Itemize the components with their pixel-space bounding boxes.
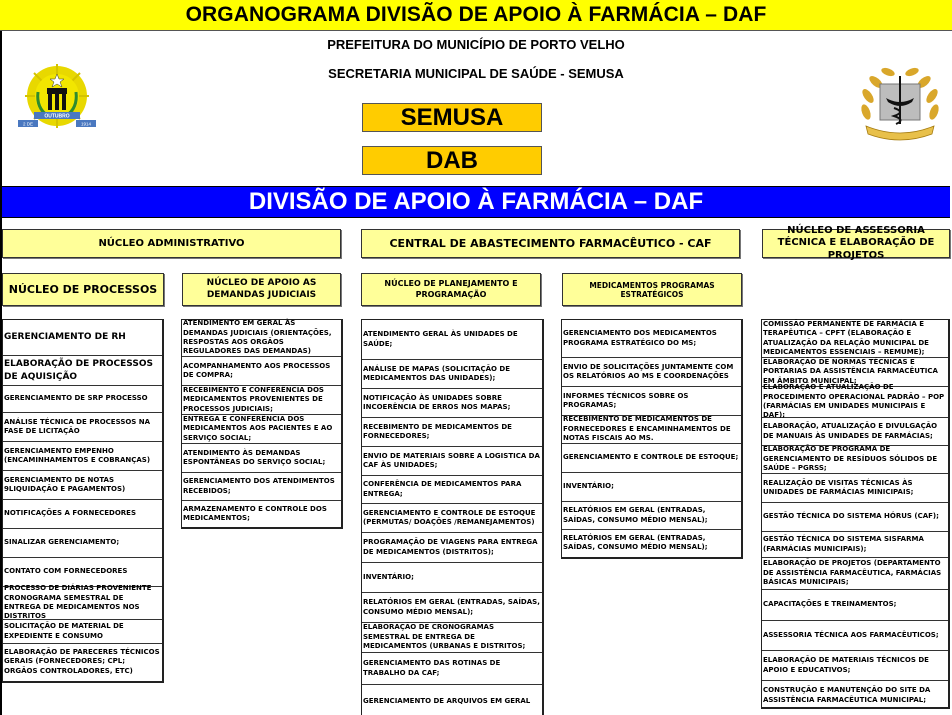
list-item: RELATÓRIOS EM GERAL (ENTRADAS, SAÍDAS, CONSUMO MÉDIO MENSAL);	[562, 502, 741, 530]
list-item: ELABORAÇÃO DE CRONOGRAMAS SEMESTRAL DE ENTREGA DE MEDICAMENTOS (URBANAS E DISTRITOS;	[362, 623, 542, 653]
nucleo-administrativo-box: NÚCLEO ADMINISTRATIVO	[2, 229, 341, 258]
prefeitura-heading: PREFEITURA DO MUNICÍPIO DE PORTO VELHO	[327, 37, 625, 52]
list-item: GESTÃO TÉCNICA DO SISTEMA HÓRUS (CAF);	[762, 503, 948, 532]
porto-velho-coat-of-arms-icon	[12, 62, 102, 134]
pharmacy-laurel-emblem-icon	[856, 62, 944, 148]
nucleo-assessoria-box: NÚCLEO DE ASSESSORIA TÉCNICA E ELABORAÇÃO DE PROJETOS	[762, 229, 950, 258]
list-item: GERENCIAMENTO DOS ATENDIMENTOS RECEBIDOS;	[182, 473, 341, 501]
list-item: CAPACITAÇÕES E TREINAMENTOS;	[762, 590, 948, 621]
list-item: GESTÃO TÉCNICA DO SISTEMA SISFARMA (FARMÁCIAS MUNICIPAIS);	[762, 532, 948, 558]
dab-box: DAB	[362, 146, 542, 175]
planejamento-task-list	[361, 319, 544, 715]
list-item: ANÁLISE TÉCNICA DE PROCESSOS NA FASE DE LICITAÇÃO	[3, 413, 162, 442]
list-item: ELABORAÇÃO DE PROGRAMA DE GERENCIAMENTO DE RESÍDUOS SÓLIDOS DE SAÚDE – PGRSS;	[762, 446, 948, 474]
list-item: SOLICITAÇÃO DE MATERIAL DE EXPEDIENTE E CONSUMO	[3, 620, 162, 644]
caf-box: CENTRAL DE ABASTECIMENTO FARMACÊUTICO - CAF	[361, 229, 740, 258]
svg-text:OUTUBRO: OUTUBRO	[44, 113, 70, 120]
list-item: GERENCIAMENTO DOS MEDICAMENTOS PROGRAMA ESTRATÉGICO DO MS;	[562, 320, 741, 358]
list-item: ENVIO DE MATERIAIS SOBRE A LOGISTICA DA CAF ÀS UNIDADES;	[362, 447, 542, 476]
list-item: ELABORAÇÃO DE MATERIAIS TÉCNICOS DE APOIO E EDUCATIVOS;	[762, 651, 948, 681]
list-item: ACOMPANHAMENTO AOS PROCESSOS DE COMPRA;	[182, 357, 341, 386]
list-item: RELATÓRIOS EM GERAL (ENTRADAS, SAÍDAS, CONSUMO MÉDIO MENSAL);	[362, 593, 542, 623]
list-item: PROCESSO DE DIÁRIAS PROVENIENTE CRONOGRAMA SEMESTRAL DE ENTREGA DE MEDICAMENTOS NOS DISTRITOS	[3, 587, 162, 620]
list-item: CONFERÊNCIA DE MEDICAMENTOS PARA ENTREGA;	[362, 476, 542, 504]
nucleo-judiciais-box: NÚCLEO DE APOIO AS DEMANDAS JUDICIAIS	[182, 273, 341, 306]
assessoria-task-list	[761, 319, 950, 709]
division-bar: DIVISÃO DE APOIO À FARMÁCIA – DAF	[2, 186, 950, 218]
list-item: ELABORAÇÃO, ATUALIZAÇÃO E DIVULGAÇÃO DE MANUAIS ÀS UNIDADES DE FARMÁCIAS;	[762, 418, 948, 446]
list-item: ELABORAÇÃO DE PROJETOS (DEPARTAMENTO DE ASSISTÊNCIA FARMACÊUTICA, FARMÁCIAS BÁSICAS MUNICIPAIS;	[762, 558, 948, 590]
svg-text:2 DE: 2 DE	[22, 121, 34, 127]
list-item: ATENDIMENTO ÀS DEMANDAS ESPONTÂNEAS DO SERVIÇO SOCIAL;	[182, 444, 341, 473]
semusa-box: SEMUSA	[362, 103, 542, 132]
list-item: GERENCIAMENTO DE RH	[3, 320, 162, 356]
list-item: GERENCIAMENTO E CONTROLE DE ESTOQUE;	[562, 444, 741, 473]
list-item: CONTATO COM FORNECEDORES	[3, 558, 162, 587]
list-item: ANÁLISE DE MAPAS (SOLICITAÇÃO DE MEDICAMENTOS DAS UNIDADES);	[362, 360, 542, 389]
list-item: SINALIZAR GERENCIAMENTO;	[3, 529, 162, 558]
list-item: ENTREGA E CONFERÊNCIA DOS MEDICAMENTOS AOS PACIENTES E AO SERVIÇO SOCIAL;	[182, 415, 341, 444]
list-item: RELATÓRIOS EM GERAL (ENTRADAS, SAÍDAS, CONSUMO MÉDIO MENSAL);	[563, 533, 708, 551]
list-item: GERENCIAMENTO E CONTROLE DE ESTOQUE (PERMUTAS/ DOAÇÕES /REMANEJAMENTOS)	[362, 504, 542, 533]
page-title: ORGANOGRAMA DIVISÃO DE APOIO À FARMÁCIA – DAF	[0, 0, 952, 31]
list-item: PROGRAMAÇÃO DE VIAGENS PARA ENTREGA DE MEDICAMENTOS (DISTRITOS);	[362, 533, 542, 563]
processos-task-list	[2, 319, 164, 683]
list-item: CONSTRUÇÃO E MANUTENÇÃO DO SITE DA ASSISTÊNCIA FARMACÊUTICA MUNICIPAL;	[763, 686, 931, 704]
list-item: ELABORAÇÃO DE PARECERES TÉCNICOS GERAIS (FORNECEDORES; CPL; ORGÃOS CONTROLADORES, ETC)	[4, 647, 160, 675]
list-item: GERENCIAMENTO DE SRP PROCESSO	[3, 386, 162, 413]
judiciais-task-list	[181, 319, 343, 529]
list-item: GERENCIAMENTO EMPENHO (ENCAMINHAMENTOS E COBRANÇAS)	[3, 442, 162, 471]
nucleo-processos-box: NÚCLEO DE PROCESSOS	[2, 273, 164, 306]
list-item: ENVIO DE SOLICITAÇÕES JUNTAMENTE COM OS RELATÓRIOS AO MS E COORDENAÇÕES	[562, 358, 741, 387]
list-item: GERENCIAMENTO DE ARQUIVOS EM GERAL	[363, 696, 531, 705]
list-item: RECEBIMENTO E CONFERÊNCIA DOS MEDICAMENTOS PROVENIENTES DE PROCESSOS JUDICIAIS;	[182, 386, 341, 415]
list-item: NOTIFICAÇÃO ÀS UNIDADES SOBRE INCOERÊNCIA DE ERROS NOS MAPAS;	[362, 389, 542, 418]
list-item: INVENTÁRIO;	[562, 473, 741, 502]
list-item: COMISSÃO PERMANENTE DE FARMÁCIA E TERAPÊUTICA – CPFT (ELABORAÇÃO E ATUALIZAÇÃO DA RELAÇÃO MUNICIPAL DE MEDICAMENTOS ESSENCIAIS – REMUME);	[762, 320, 948, 358]
list-item: ELABORAÇÃO E ATUALIZAÇÃO DE PROCEDIMENTO OPERACIONAL PADRÃO – POP (FARMÁCIAS EM UNIDADES MUNICIPAIS E DAF);	[762, 387, 948, 418]
list-item: NOTIFICAÇÕES A FORNECEDORES	[3, 500, 162, 529]
estrategicos-task-list	[561, 319, 743, 559]
list-item: ELABORAÇÃO DE NORMAS TÉCNICAS E PORTARIAS DA ASSISTÊNCIA FARMACÊUTICA EM ÂMBITO MUNICIPAL;	[762, 358, 948, 387]
list-item: ARMAZENAMENTO E CONTROLE DOS MEDICAMENTOS;	[183, 504, 327, 522]
list-item: REALIZAÇÃO DE VISITAS TÉCNICAS ÀS UNIDADES DE FARMÁCIAS MINICIPAIS;	[762, 474, 948, 503]
list-item: ASSESSORIA TÉCNICA AOS FARMACÊUTICOS;	[762, 621, 948, 651]
svg-text:1914: 1914	[80, 121, 92, 127]
list-item: RECEBIMENTO DE MEDICAMENTOS DE FORNECEDORES E ENCAMINHAMENTOS DE NOTAS FISCAIS AO MS.	[562, 416, 741, 444]
list-item: GERENCIAMENTO DAS ROTINAS DE TRABALHO DA CAF;	[362, 653, 542, 685]
list-item: GERENCIAMENTO DE NOTAS 9LIQUIDAÇÃO E PAGAMENTOS)	[3, 471, 162, 500]
list-item: ATENDIMENTO GERAL ÀS UNIDADES DE SAÚDE;	[362, 320, 542, 360]
list-item: ATENDIMENTO EM GERAL ÀS DEMANDAS JUDICIAIS (ORIENTAÇÕES, RESPOSTAS AOS ORGÃOS REGULADORES DAS DEMANDAS)	[182, 320, 341, 357]
list-item: ELABORAÇÃO DE PROCESSOS DE AQUISIÇÃO	[3, 356, 162, 386]
secretaria-heading: SECRETARIA MUNICIPAL DE SAÚDE - SEMUSA	[328, 66, 624, 81]
medicamentos-estrategicos-box: MEDICAMENTOS PROGRAMAS ESTRATÉGICOS	[562, 273, 742, 306]
list-item: INVENTÁRIO;	[362, 563, 542, 593]
list-item: RECEBIMENTO DE MEDICAMENTOS DE FORNECEDORES;	[362, 418, 542, 447]
nucleo-planejamento-box: NÚCLEO DE PLANEJAMENTO E PROGRAMAÇÃO	[361, 273, 541, 306]
list-item: INFORMES TÉCNICOS SOBRE OS PROGRAMAS;	[562, 387, 741, 416]
